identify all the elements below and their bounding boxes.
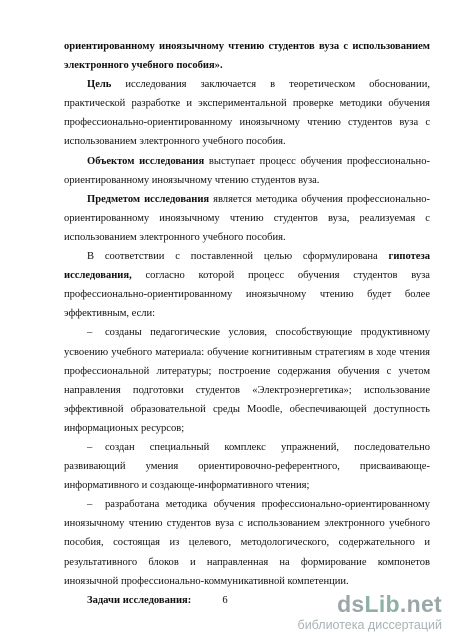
- term-hypothesis: гипотеза исследования,: [64, 251, 430, 282]
- watermark-logo: dsLib.net: [337, 590, 442, 617]
- list-item: – создан специальный комплекс упражнений, последовательно развивающий умения ориентировочно-референтного, присваивающе-информативного и создающе-информативного чтения;: [64, 438, 430, 495]
- dash-marker: –: [87, 441, 93, 453]
- term-goal: Цель: [87, 79, 112, 91]
- dash-marker: –: [87, 499, 93, 511]
- dash-marker: –: [87, 327, 93, 339]
- dslib-watermark: [297, 590, 442, 632]
- term-subject: Предметом исследования: [87, 193, 210, 205]
- paragraph-subject: Предметом исследования является методика обучения профессионально-ориентированному иноязычному чтению студентов вуза, реализуемая с использованием электронного учебного пособия.: [64, 193, 431, 243]
- list-item: – созданы педагогические условия, способствующие продуктивному усвоению учебного материала: обучение когнитивным стратегиям в ходе чтения профессиональной литературы; построение содержания обучения с учетом направления подготовки студентов «Электроэнергетика»; использование эффективной образовательной среды Moodle, обеспечивающей доступность информационых ресурсов;: [64, 323, 430, 438]
- paragraph-object: Объектом исследования выступает процесс обучения профессионально-ориентированному иноязычному чтению студентов вуза.: [64, 155, 430, 186]
- term-object: Объектом исследования: [87, 155, 205, 167]
- paragraph-topic-end: ориентированному иноязычному чтению студентов вуза с использованием электронного учебного пособия».: [64, 41, 430, 72]
- watermark-tagline: библиотека диссертаций: [297, 617, 442, 632]
- paragraph-tasks-heading: Задачи исследования:: [87, 594, 192, 606]
- body-text: [64, 37, 430, 610]
- paragraph-hypothesis: В соответствии с поставленной целью сформулирована гипотеза исследования, согласно которой процесс обучения студентов вуза профессионально-ориентированному иноязычному чтению будет более эффективным, если:: [64, 251, 430, 320]
- page-number: 6: [222, 595, 228, 606]
- list-item: – разработана методика обучения профессионально-ориентированному иноязычному чтению студентов вуза с использованием электронного учебного пособия, состоящая из целевого, методологического, содержательного и результативного блоков и направленная на формирование компонетов иноязычной профессионально-коммуникативной компетенции.: [64, 495, 430, 590]
- paragraph-goal: Цель исследования заключается в теоретическом обосновании, практической разработке и экспериментальной проверке методики обучения профессионально-ориентированному иноязычному чтению студентов вуза с использованием электронного учебного пособия.: [64, 79, 430, 148]
